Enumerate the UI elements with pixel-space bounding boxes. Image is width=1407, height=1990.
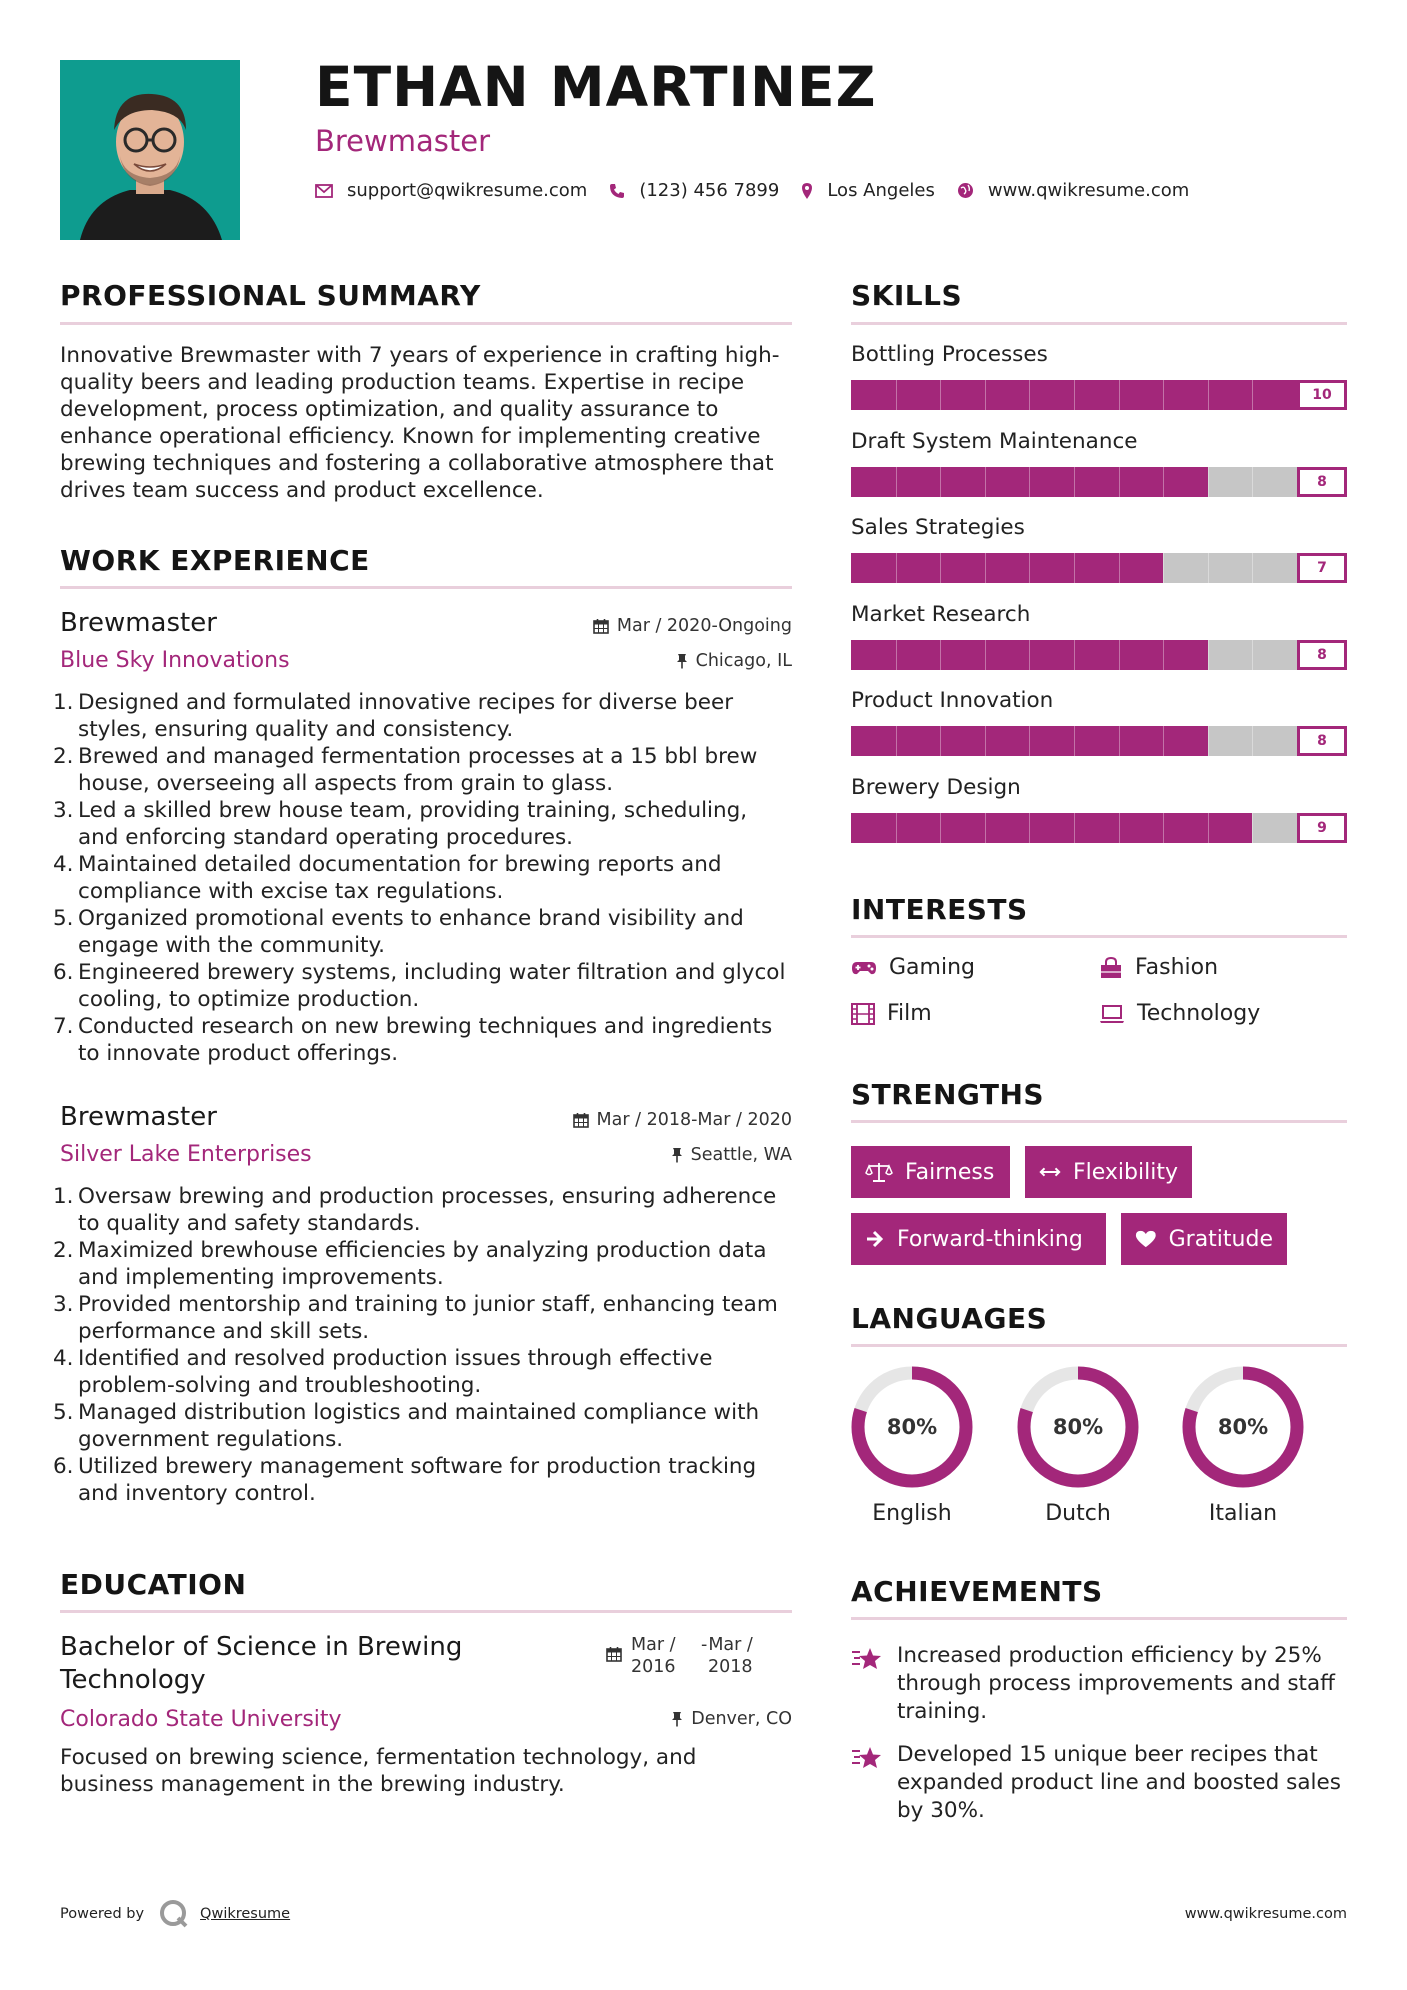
date-separator: - xyxy=(701,1635,708,1655)
achievement-text: Increased production efficiency by 25% through process improvements and staff training. xyxy=(897,1643,1335,1724)
interest-film xyxy=(851,1001,932,1026)
skill-bar-tick xyxy=(940,726,941,756)
duty-text: Identified and resolved production issues through effective problem-solving and troubleshooting. xyxy=(78,1346,713,1398)
job-duties-list xyxy=(53,1183,792,1507)
phone-icon xyxy=(609,183,625,199)
skill-label: Bottling Processes xyxy=(851,342,1048,367)
skill-bar-tick xyxy=(1163,813,1164,843)
qwikresume-link[interactable]: Qwikresume xyxy=(200,1906,291,1922)
skill-bar-tick xyxy=(1074,553,1075,583)
skill-bar-tick xyxy=(896,553,897,583)
duty-text: Managed distribution logistics and maintained compliance with government regulations. xyxy=(78,1400,760,1452)
languages-heading: LANGUAGES xyxy=(851,1302,1048,1335)
pushpin-icon xyxy=(676,653,688,669)
duty-text: Brewed and managed fermentation processes at a 15 bbl brew house, overseeing all aspects from grain to glass. xyxy=(78,744,758,796)
interest-gaming xyxy=(851,955,975,980)
skill-bar xyxy=(851,467,1347,497)
skill-bar xyxy=(851,380,1347,410)
contact-phone-text: (123) 456 7899 xyxy=(639,180,780,201)
skill-bar-tick xyxy=(940,467,941,497)
list-item: 1. Designed and formulated innovative recipes for diverse beer styles, ensuring quality and consistency. xyxy=(53,690,734,742)
language-item xyxy=(850,1365,974,1526)
languages-divider xyxy=(851,1344,1347,1347)
map-pin-icon xyxy=(801,182,813,200)
heart-icon xyxy=(1135,1229,1157,1249)
summary-heading: PROFESSIONAL SUMMARY xyxy=(60,279,481,312)
school-location-text: Denver, CO xyxy=(691,1709,792,1729)
degree-title-line: Technology xyxy=(60,1665,206,1695)
list-item: 1. Oversaw brewing and production processes, ensuring adherence to quality and safety standards. xyxy=(53,1184,777,1236)
skill-bar-tick xyxy=(896,380,897,410)
contact-email-text: support@qwikresume.com xyxy=(347,180,588,201)
skill-bar-tick xyxy=(1074,726,1075,756)
skill-bar-tick xyxy=(985,640,986,670)
skill-bar-tick xyxy=(1252,467,1253,497)
skill-bar-tick xyxy=(985,553,986,583)
list-item: 3. Provided mentorship and training to junior staff, enhancing team performance and skill sets. xyxy=(53,1292,778,1344)
strength-label: Flexibility xyxy=(1073,1159,1178,1185)
language-percent: 80% xyxy=(886,1415,938,1439)
job-date-text: Mar / 2018-Mar / 2020 xyxy=(596,1110,792,1130)
skill-bar-fill xyxy=(851,813,1252,843)
skill-bar-tick xyxy=(1208,553,1209,583)
skill-bar-tick xyxy=(1074,640,1075,670)
skill-bar-tick xyxy=(940,553,941,583)
skill-bar-tick xyxy=(1029,467,1030,497)
education-heading: EDUCATION xyxy=(60,1568,247,1601)
education-description: Focused on brewing science, fermentation technology, and business management in the brewing industry. xyxy=(60,1745,697,1797)
calendar-icon-wrap xyxy=(606,1646,622,1666)
date-part: Mar / xyxy=(708,1635,753,1655)
school-name: Colorado State University xyxy=(60,1707,342,1732)
skill-score: 8 xyxy=(1297,726,1347,756)
strengths-heading: STRENGTHS xyxy=(851,1078,1045,1111)
film-icon xyxy=(851,1003,875,1025)
skill-bar-tick xyxy=(1252,380,1253,410)
strength-flexibility xyxy=(1025,1146,1192,1198)
candidate-role: Brewmaster xyxy=(315,124,491,158)
skill-bar-tick xyxy=(1163,467,1164,497)
job-location xyxy=(671,1145,792,1165)
language-name: English xyxy=(872,1501,952,1526)
duty-text: Designed and formulated innovative recipes for diverse beer styles, ensuring quality and consistency. xyxy=(78,690,734,742)
date-part: 2018 xyxy=(708,1657,753,1677)
interests-heading: INTERESTS xyxy=(851,893,1028,926)
job-location-text: Chicago, IL xyxy=(695,651,792,671)
strength-gratitude xyxy=(1121,1213,1287,1265)
skill-score: 8 xyxy=(1297,467,1347,497)
achievements-divider xyxy=(851,1617,1347,1620)
strengths-divider xyxy=(851,1120,1347,1123)
interest-label: Gaming xyxy=(889,955,975,980)
skill-score: 9 xyxy=(1297,813,1347,843)
skill-bar-tick xyxy=(940,380,941,410)
duty-text: Provided mentorship and training to junior staff, enhancing team performance and skill sets. xyxy=(78,1292,778,1344)
candidate-name: ETHAN MARTINEZ xyxy=(315,55,877,119)
footer-website[interactable]: www.qwikresume.com xyxy=(1184,1906,1347,1922)
company-name: Blue Sky Innovations xyxy=(60,648,290,673)
skill-bar-tick xyxy=(985,813,986,843)
education-start-date xyxy=(631,1634,676,1678)
skill-bar-tick xyxy=(1074,813,1075,843)
skill-bar-tick xyxy=(896,813,897,843)
arrows-horizontal-icon xyxy=(1039,1166,1061,1178)
language-item xyxy=(1016,1365,1140,1526)
skill-score: 7 xyxy=(1297,553,1347,583)
powered-by-text: Powered by xyxy=(60,1906,145,1922)
skill-bar-tick xyxy=(1029,553,1030,583)
strength-fairness xyxy=(851,1146,1010,1198)
duty-text: Utilized brewery management software for production tracking and inventory control. xyxy=(78,1454,757,1506)
company-name: Silver Lake Enterprises xyxy=(60,1142,312,1167)
skill-bar-tick xyxy=(1252,813,1253,843)
skill-bar-tick xyxy=(985,726,986,756)
skill-bar-tick xyxy=(1163,726,1164,756)
contact-location-text: Los Angeles xyxy=(827,180,935,201)
strength-forward-thinking xyxy=(851,1213,1106,1265)
skill-score: 10 xyxy=(1297,380,1347,410)
skill-bar-tick xyxy=(1029,380,1030,410)
skill-bar-tick xyxy=(940,813,941,843)
skill-bar-tick xyxy=(1029,640,1030,670)
date-part: 2016 xyxy=(631,1657,676,1677)
interest-label: Fashion xyxy=(1135,955,1219,980)
skill-bar-tick xyxy=(896,640,897,670)
language-name: Italian xyxy=(1208,1501,1278,1526)
contact-bar xyxy=(315,180,1211,201)
skill-bar-tick xyxy=(1208,640,1209,670)
skill-score: 8 xyxy=(1297,640,1347,670)
interest-technology xyxy=(1099,1001,1260,1026)
strength-label: Gratitude xyxy=(1168,1226,1273,1252)
contact-email[interactable] xyxy=(315,180,587,201)
skill-bar xyxy=(851,726,1347,756)
list-item: 2. Maximized brewhouse efficiencies by analyzing production data and implementing improvements. xyxy=(53,1238,767,1290)
skill-bar-tick xyxy=(1252,726,1253,756)
skill-bar-tick xyxy=(1119,553,1120,583)
skill-bar-tick xyxy=(1252,553,1253,583)
qwikresume-logo-icon xyxy=(158,1898,190,1930)
job-title: Brewmaster xyxy=(60,608,217,638)
skill-bar xyxy=(851,553,1347,583)
duty-text: Engineered brewery systems, including water filtration and glycol cooling, to optimize production. xyxy=(78,960,786,1012)
skill-bar-tick xyxy=(896,726,897,756)
language-item xyxy=(1181,1365,1305,1526)
calendar-icon xyxy=(573,1112,589,1128)
job-duties-list xyxy=(53,689,792,1067)
job-date xyxy=(573,1110,792,1130)
balance-scale-icon xyxy=(865,1161,893,1183)
skill-bar-tick xyxy=(1119,640,1120,670)
envelope-icon xyxy=(315,184,333,198)
skill-bar-tick xyxy=(1163,640,1164,670)
arrow-right-icon xyxy=(865,1230,885,1248)
experience-divider xyxy=(60,586,792,589)
list-item: 3. Led a skilled brew house team, providing training, scheduling, and enforcing standard operating procedures. xyxy=(53,798,748,850)
job-location-text: Seattle, WA xyxy=(690,1145,792,1165)
duty-text: Led a skilled brew house team, providing training, scheduling, and enforcing standard operating procedures. xyxy=(78,798,748,850)
skill-bar-tick xyxy=(1119,813,1120,843)
interest-fashion xyxy=(1099,955,1218,980)
skill-bar-tick xyxy=(1029,726,1030,756)
language-percent: 80% xyxy=(1217,1415,1269,1439)
summary-text: Innovative Brewmaster with 7 years of experience in crafting high-quality beers and leading production teams. Expertise in recipe development, process optimization, and quality assurance to enhance operational efficiency. Known for implementing creative brewing techniques and fostering a collaborative atmosphere that drives team success and product excellence. xyxy=(60,343,780,503)
skill-bar-fill xyxy=(851,553,1163,583)
date-part: Mar / xyxy=(631,1635,676,1655)
skill-bar xyxy=(851,640,1347,670)
star-badge-icon xyxy=(851,1745,883,1771)
skill-bar-tick xyxy=(1119,726,1120,756)
skills-heading: SKILLS xyxy=(851,279,963,312)
laptop-icon xyxy=(1099,1004,1125,1024)
pushpin-icon xyxy=(671,1147,683,1163)
experience-heading: WORK EXPERIENCE xyxy=(60,544,370,577)
interest-label: Technology xyxy=(1137,1001,1261,1026)
summary-divider xyxy=(60,322,792,325)
skill-bar-tick xyxy=(1074,380,1075,410)
calendar-icon xyxy=(606,1646,622,1662)
skill-bar-tick xyxy=(1119,380,1120,410)
gamepad-icon xyxy=(851,960,877,976)
skill-bar-tick xyxy=(1074,467,1075,497)
skill-bar-tick xyxy=(1208,813,1209,843)
skill-label: Draft System Maintenance xyxy=(851,428,1138,454)
education-end-date xyxy=(701,1634,753,1678)
footer-powered-by xyxy=(60,1898,290,1930)
contact-website[interactable] xyxy=(957,180,1189,201)
skill-bar-tick xyxy=(1163,380,1164,410)
strength-label: Fairness xyxy=(905,1159,995,1185)
duty-text: Maintained detailed documentation for brewing reports and compliance with excise tax regulations. xyxy=(78,852,722,904)
contact-location xyxy=(801,180,935,201)
skill-bar-tick xyxy=(940,640,941,670)
job-location xyxy=(676,651,792,671)
skill-label: Brewery Design xyxy=(851,774,1021,800)
degree-title xyxy=(60,1631,462,1697)
skill-bar-tick xyxy=(1163,553,1164,583)
duty-text: Oversaw brewing and production processes, ensuring adherence to quality and safety standards. xyxy=(78,1184,777,1236)
globe-icon xyxy=(957,182,974,199)
shopping-bag-icon xyxy=(1099,957,1123,979)
skill-label: Sales Strategies xyxy=(851,515,1025,540)
school-location xyxy=(671,1709,792,1729)
list-item: 5. Organized promotional events to enhance brand visibility and engage with the community. xyxy=(53,906,744,958)
achievements-heading: ACHIEVEMENTS xyxy=(851,1575,1103,1608)
skills-divider xyxy=(851,322,1347,325)
achievement-text: Developed 15 unique beer recipes that expanded product line and boosted sales by 30%. xyxy=(897,1742,1341,1823)
pushpin-icon xyxy=(671,1711,683,1727)
interest-label: Film xyxy=(887,1001,932,1026)
list-item: 4. Identified and resolved production issues through effective problem-solving and troubleshooting. xyxy=(53,1346,713,1398)
skill-label: Product Innovation xyxy=(851,688,1054,713)
list-item: 7. Conducted research on new brewing techniques and ingredients to innovate product offerings. xyxy=(53,1014,773,1066)
duty-text: Organized promotional events to enhance brand visibility and engage with the community. xyxy=(78,906,744,958)
achievement-item xyxy=(851,1642,1347,1726)
interests-divider xyxy=(851,935,1347,938)
job-date-text: Mar / 2020-Ongoing xyxy=(616,616,792,636)
skill-bar-tick xyxy=(896,467,897,497)
contact-website-text: www.qwikresume.com xyxy=(987,180,1190,201)
language-name: Dutch xyxy=(1045,1501,1111,1526)
list-item: 5. Managed distribution logistics and maintained compliance with government regulations. xyxy=(53,1400,760,1452)
achievement-item xyxy=(851,1741,1347,1825)
contact-phone[interactable] xyxy=(609,180,779,201)
job-title: Brewmaster xyxy=(60,1102,217,1132)
profile-photo xyxy=(60,60,240,240)
skill-bar xyxy=(851,813,1347,843)
star-badge-icon xyxy=(851,1646,883,1672)
degree-title-line: Bachelor of Science in Brewing xyxy=(60,1632,463,1662)
skill-bar-tick xyxy=(1208,380,1209,410)
job-date xyxy=(593,616,792,636)
list-item: 4. Maintained detailed documentation for brewing reports and compliance with excise tax regulations. xyxy=(53,852,722,904)
language-percent: 80% xyxy=(1052,1415,1104,1439)
skill-bar-tick xyxy=(1119,467,1120,497)
calendar-icon xyxy=(593,618,609,634)
skill-label: Market Research xyxy=(851,601,1031,627)
skill-bar-tick xyxy=(1208,467,1209,497)
skill-bar-tick xyxy=(1252,640,1253,670)
skill-bar-tick xyxy=(1029,813,1030,843)
list-item: 6. Engineered brewery systems, including water filtration and glycol cooling, to optimize production. xyxy=(53,960,786,1012)
list-item: 2. Brewed and managed fermentation processes at a 15 bbl brew house, overseeing all aspects from grain to glass. xyxy=(53,744,758,796)
skill-bar-tick xyxy=(985,467,986,497)
person-avatar-icon xyxy=(60,60,240,240)
education-divider xyxy=(60,1610,792,1613)
list-item: 6. Utilized brewery management software for production tracking and inventory control. xyxy=(53,1454,757,1506)
skill-bar-tick xyxy=(985,380,986,410)
strength-label: Forward-thinking xyxy=(897,1226,1083,1252)
duty-text: Conducted research on new brewing techniques and ingredients to innovate product offerings. xyxy=(78,1014,773,1066)
skill-bar-tick xyxy=(1208,726,1209,756)
duty-text: Maximized brewhouse efficiencies by analyzing production data and implementing improvements. xyxy=(78,1238,767,1290)
